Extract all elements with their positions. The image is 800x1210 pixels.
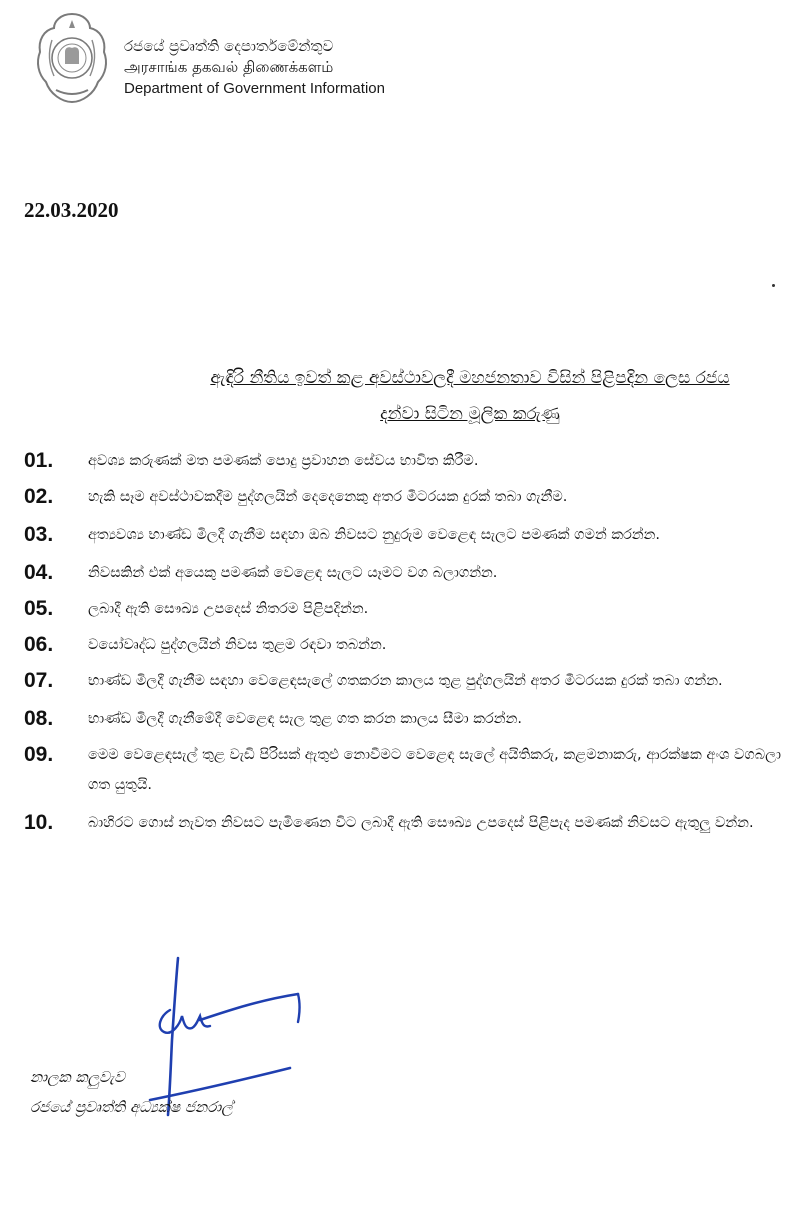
- item-number: 03.: [24, 523, 54, 546]
- item-number: 09.: [24, 743, 54, 766]
- list-item: [24, 482, 786, 512]
- list-item: [24, 808, 786, 838]
- org-name-tamil: அரசாங்க தகவல் திணைக்களம்: [124, 58, 334, 76]
- signatory-designation: රජයේ ප්‍රවෘත්ති අධ්‍යක්ෂ ජනරාල්: [30, 1098, 233, 1116]
- signatory-name: නාලක කලුවැව: [30, 1068, 125, 1086]
- letterhead: [32, 10, 552, 120]
- item-number: 05.: [24, 597, 54, 620]
- item-text: භාණ්ඩ මිලදී ගැනීම සඳහා වෙළෙඳසැලේ ගතකරන කාලය තුළ පුද්ගලයින් අතර මීටරයක දුරක් තබා ගන්න.: [88, 673, 723, 689]
- scan-mark: [772, 284, 775, 287]
- list-item: [24, 594, 786, 624]
- item-text: වයෝවෘද්ධ පුද්ගලයින් නිවස තුළම රඳවා තබන්න.: [88, 637, 387, 653]
- item-number: 02.: [24, 485, 54, 508]
- list-item: [24, 740, 786, 800]
- item-text: අත්‍යවශ්‍ය භාණ්ඩ මිලදී ගැනීම සඳහා ඔබ නිවසට නුදුරුම වෙළෙඳ සැලට පමණක් ගමන් කරන්න.: [88, 527, 661, 543]
- item-number: 10.: [24, 811, 54, 834]
- item-number: 01.: [24, 449, 54, 472]
- list-item: [24, 704, 786, 734]
- item-text: නිවසකින් එක් අයෙකු පමණක් වෙළෙඳ සැලට යෑමට වග බලාගන්න.: [88, 565, 498, 581]
- organization-names: [124, 36, 385, 99]
- list-item: [24, 630, 786, 660]
- item-text: භාණ්ඩ මිලදී ගැනීමේදී වෙළෙඳ සැල තුළ ගත කරන කාලය සීමා කරන්න.: [88, 711, 522, 727]
- document-title: [150, 360, 790, 432]
- title-line-2: දන්වා සිටින මූලික කරුණු: [380, 404, 560, 424]
- item-text: හැකි සෑම අවස්ථාවකදීම පුද්ගලයින් දෙදෙනෙකු අතර මීටරයක දුරක් තබා ගැනීම.: [88, 489, 568, 505]
- list-item: [24, 666, 786, 696]
- list-item: [24, 558, 786, 588]
- org-name-english: Department of Government Information: [124, 80, 385, 97]
- item-text: අවශ්‍ය කරුණක් මත පමණක් පොදු ප්‍රවාහන සේවය භාවිත කිරීම.: [88, 453, 479, 469]
- item-number: 07.: [24, 669, 54, 692]
- item-number: 08.: [24, 707, 54, 730]
- item-text: මෙම වෙළෙඳසැල් තුළ වැඩි පිරිසක් ඇතුළු නොවීමට වෙළෙඳ සැලේ අයිතිකරු, කළමනාකරු, ආරක්ෂක අංශ වගබලා ගත යුතුයි.: [88, 747, 781, 793]
- org-name-sinhala: රජයේ ප්‍රවෘත්ති දෙපාර්තමේන්තුව: [124, 37, 334, 55]
- signatory-block: [30, 1062, 233, 1122]
- document-date: 22.03.2020: [24, 198, 119, 222]
- item-number: 04.: [24, 561, 54, 584]
- item-text: බාහිරට ගොස් නැවත නිවසට පැමිණෙන විට ලබාදී ඇති සෞඛ්‍ය උපදෙස් පිළිපැද පමණක් නිවසට ඇතුලු වන්න.: [88, 815, 754, 831]
- item-text: ලබාදී ඇති සෞඛ්‍ය උපදෙස් නිතරම පිළිපදින්න.: [88, 601, 369, 617]
- list-item: [24, 520, 786, 550]
- guideline-list: [24, 446, 786, 846]
- list-item: [24, 446, 786, 476]
- title-line-1: ඇඳිරි නීතිය ඉවත් කළ අවස්ථාවලදී මහජනතාව විසින් පිළිපදින ලෙස රජය: [210, 368, 730, 388]
- national-emblem-icon: [32, 10, 112, 106]
- item-number: 06.: [24, 633, 54, 656]
